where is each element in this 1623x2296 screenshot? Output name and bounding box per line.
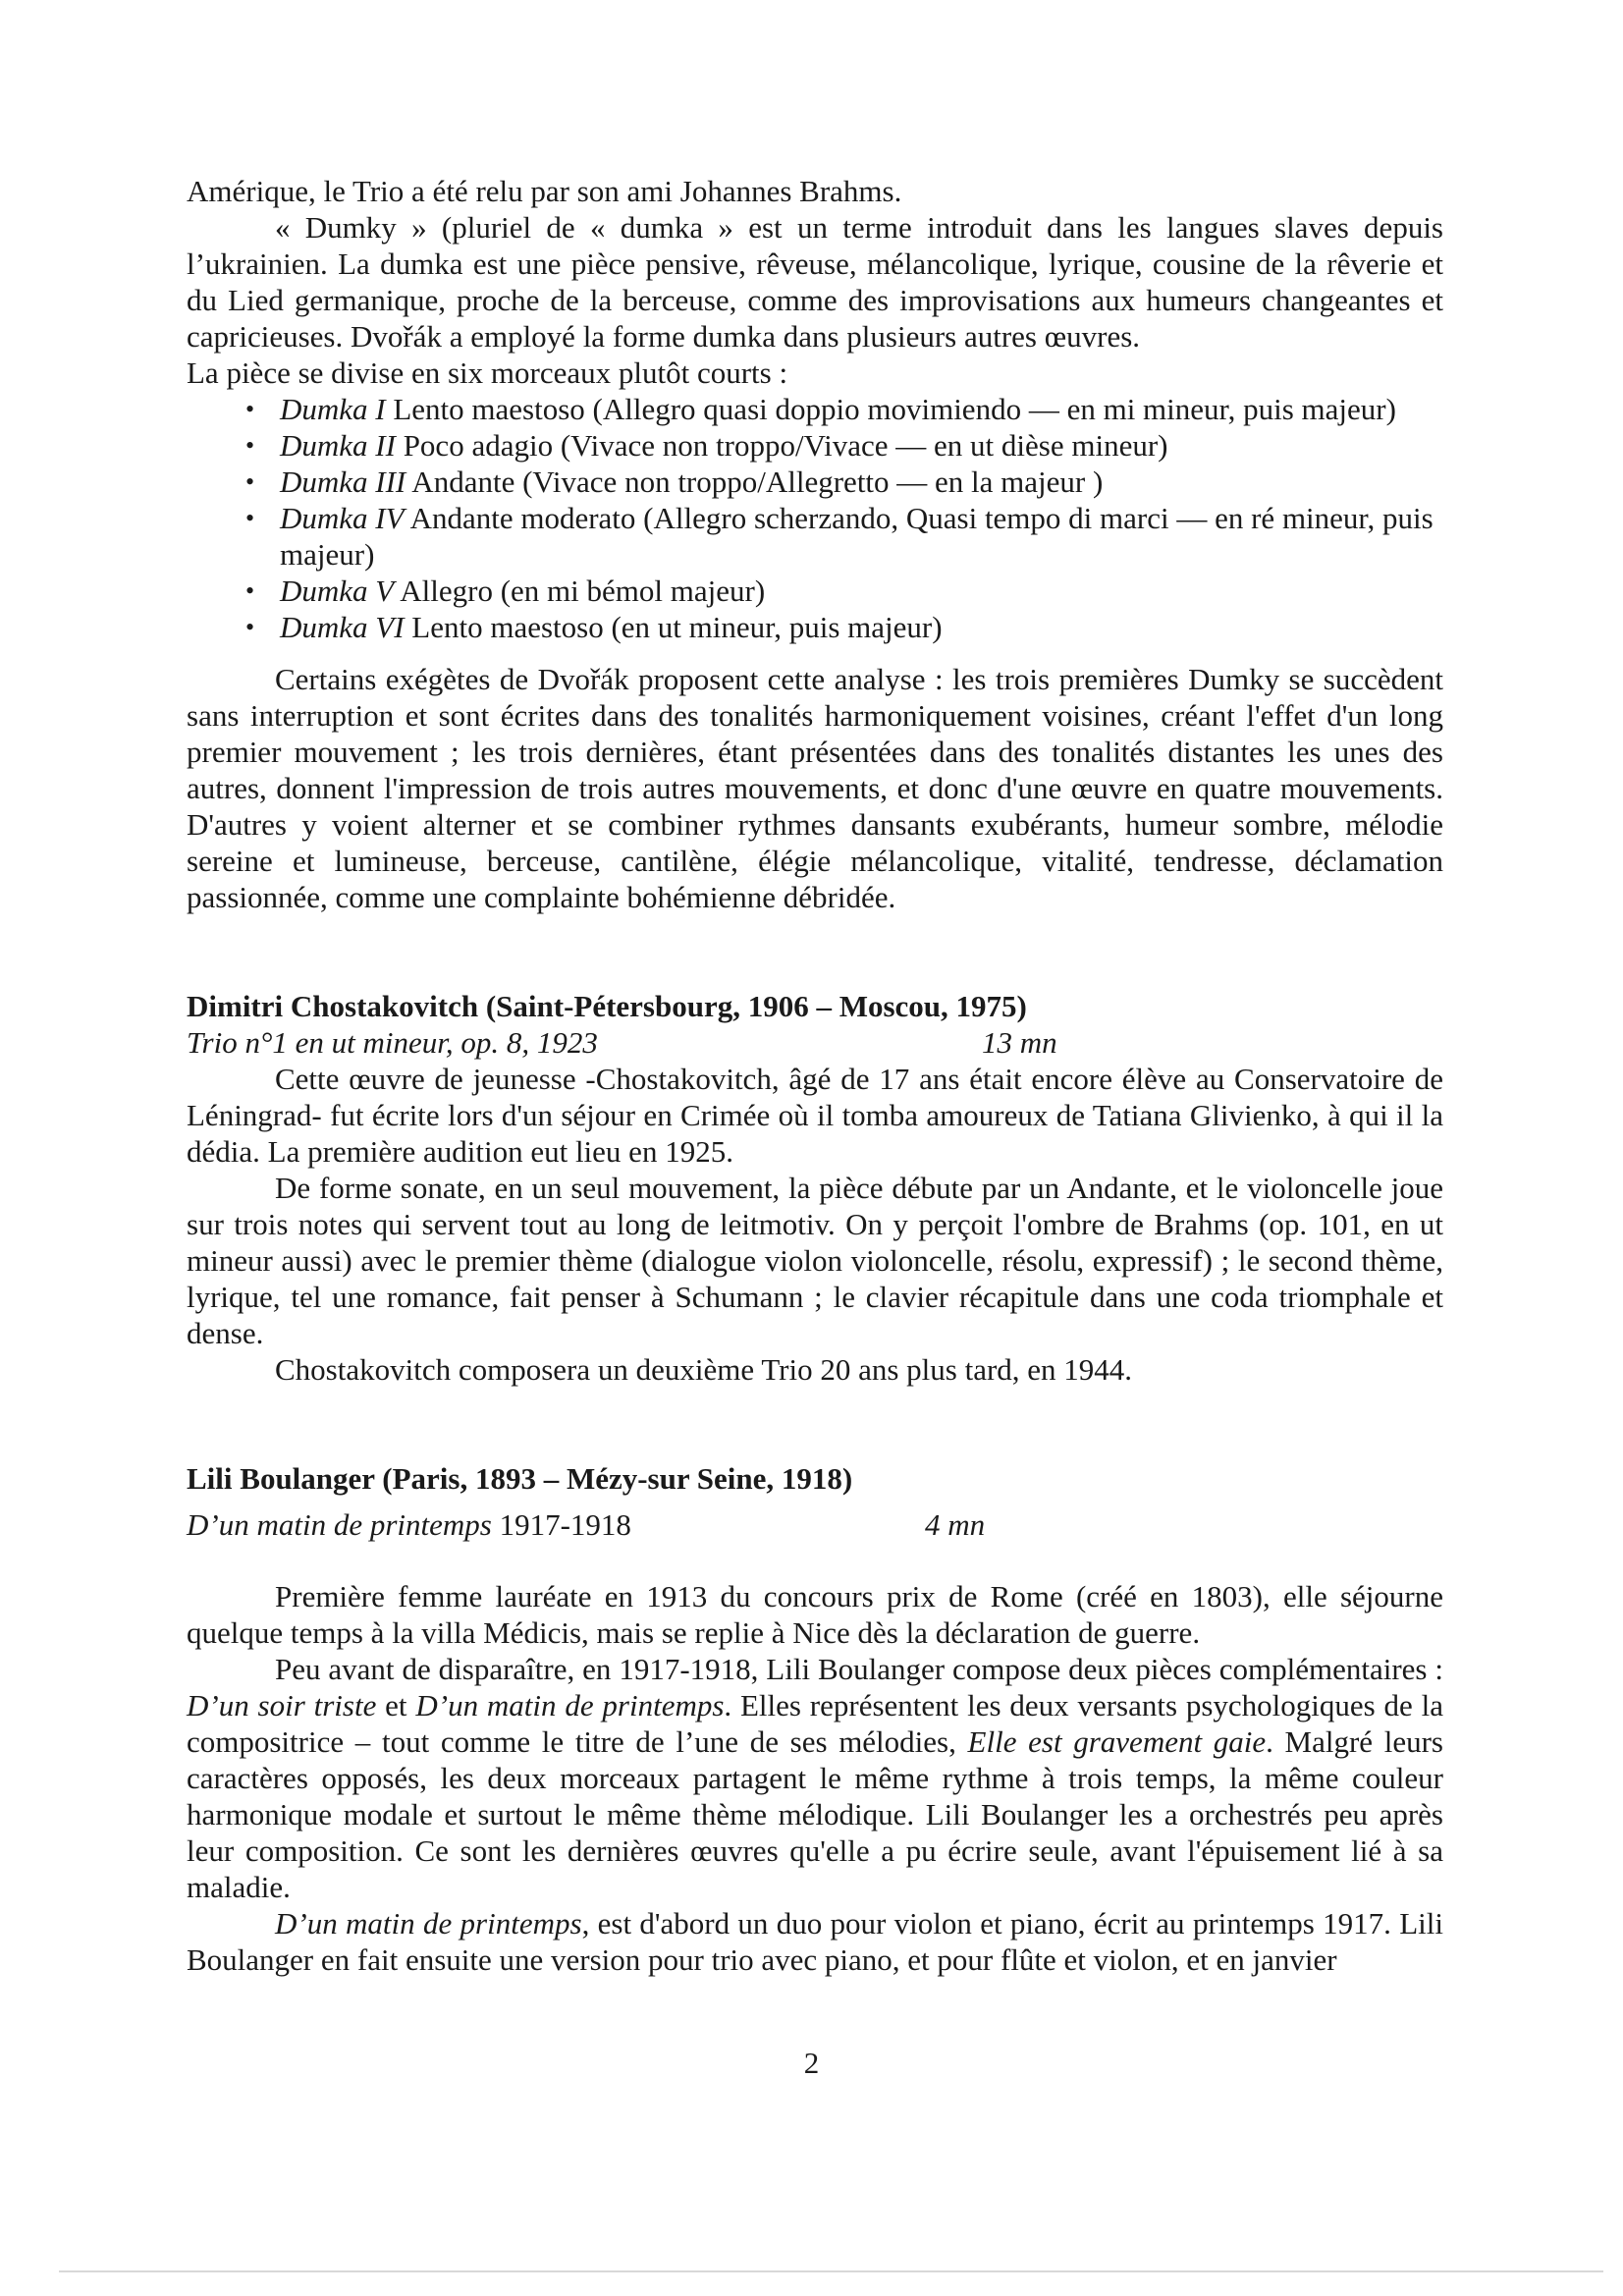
dumka-text: Lento maestoso (en ut mineur, puis majeur): [404, 610, 943, 644]
dumka-title: Dumka I: [280, 392, 386, 426]
list-item: [187, 500, 1443, 573]
text-run: . Malgré leurs caractères opposés, les deux morceaux partagent le même rythme à trois temps, la même couleur harmonique modale et surtout le même thème mélodique. Lili Boulanger les a orchestrés peu après leur composition. Ce sont les dernières œuvres qu'elle a pu écrire seule, avant l'épuisement lié à sa maladie.: [187, 1724, 1443, 1904]
shostakovich-work-title: Trio n°1 en ut mineur, op. 8, 1923: [187, 1025, 598, 1060]
dumka-text: Poco adagio (Vivace non troppo/Vivace — en ut dièse mineur): [395, 428, 1168, 463]
list-item: [187, 609, 1443, 645]
list-item: [187, 464, 1443, 500]
shostakovich-paragraph-1: Cette œuvre de jeunesse -Chostakovitch, âgé de 17 ans était encore élève au Conservatoire de Léningrad- fut écrite lors d'un séjour en Crimée où il tomba amoureux de Tatiana Glivienko, à qui il la dédia. La première audition eut lieu en 1925.: [187, 1062, 1443, 1169]
dumka-title: Dumka V: [280, 574, 395, 608]
boulanger-work-line: [187, 1506, 1443, 1543]
italic-title: Elle est gravement gaie: [967, 1724, 1267, 1759]
list-intro: La pièce se divise en six morceaux plutôt courts :: [187, 355, 788, 390]
dumka-title: Dumka II: [280, 428, 396, 463]
dumka-title: Dumka VI: [280, 610, 405, 644]
boulanger-work-title: D’un matin de printemps: [187, 1507, 492, 1542]
text-run: , est d'abord un duo pour violon et piano, écrit au printemps 1917. Lili Boulanger en fait ensuite une version pour trio avec piano, et pour flûte et violon, et en janvier: [187, 1906, 1443, 1977]
document-page: [187, 173, 1443, 1978]
boulanger-duration: 4 mn: [925, 1507, 986, 1542]
dumka-list: [187, 391, 1443, 645]
dumka-text: Allegro (en mi bémol majeur): [394, 574, 766, 608]
list-item: [187, 573, 1443, 609]
boulanger-heading: Lili Boulanger (Paris, 1893 – Mézy-sur Seine, 1918): [187, 1461, 853, 1496]
text-run: Peu avant de disparaître, en 1917-1918, Lili Boulanger compose deux pièces complémentaires :: [275, 1652, 1443, 1686]
dumka-text: Andante (Vivace non troppo/Allegretto — en la majeur ): [406, 465, 1104, 499]
dumka-text: Lento maestoso (Allegro quasi doppio movimiendo — en mi mineur, puis majeur): [385, 392, 1396, 426]
page-number: 2: [803, 2046, 820, 2080]
italic-title: D’un soir triste: [187, 1688, 377, 1722]
boulanger-paragraph-2: [187, 1651, 1443, 1905]
boulanger-work: [187, 1506, 631, 1543]
italic-title: D’un matin de printemps: [275, 1906, 582, 1941]
italic-title: D’un matin de printemps: [415, 1688, 725, 1722]
page-edge-line: [59, 2270, 1603, 2272]
dumka-title: Dumka III: [280, 465, 406, 499]
shostakovich-paragraph-2: De forme sonate, en un seul mouvement, la pièce débute par un Andante, et le violoncelle joue sur trois notes qui servent tout au long de leitmotiv. On y perçoit l'ombre de Brahms (op. 101, en ut mineur aussi) avec le premier thème (dialogue violon violoncelle, résolu, expressif) ; le second thème, lyrique, tel une romance, fait penser à Schumann ; le clavier récapitule dans une coda triomphale et dense.: [187, 1171, 1443, 1350]
shostakovich-duration: 13 mn: [982, 1025, 1057, 1060]
text-run: . Elles représentent les deux versants psychologiques de la compositrice – tout comme le titre de l’une de ses mélodies,: [187, 1688, 1443, 1759]
list-item: [187, 391, 1443, 427]
list-item: [187, 427, 1443, 464]
shostakovich-work-line: [187, 1024, 1443, 1061]
boulanger-paragraph-3: [187, 1905, 1443, 1978]
text-run: et: [376, 1688, 416, 1722]
analysis-paragraph: Certains exégètes de Dvořák proposent cette analyse : les trois premières Dumky se succèdent sans interruption et sont écrites dans des tonalités harmoniquement voisines, créant l'effet d'un long premier mouvement ; les trois dernières, étant présentées dans des tonalités distantes les unes des autres, donnent l'impression de trois autres mouvements, et donc d'une œuvre en quatre mouvements. D'autres y voient alterner et se combiner rythmes dansants exubérants, humeur sombre, mélodie sereine et lumineuse, berceuse, cantilène, élégie mélancolique, vitalité, tendresse, déclamation passionnée, comme une complainte bohémienne débridée.: [187, 662, 1443, 914]
boulanger-paragraph-1: Première femme lauréate en 1913 du concours prix de Rome (créé en 1803), elle séjourne quelque temps à la villa Médicis, mais se replie à Nice dès la déclaration de guerre.: [187, 1579, 1443, 1650]
shostakovich-heading: Dimitri Chostakovitch (Saint-Pétersbourg, 1906 – Moscou, 1975): [187, 989, 1027, 1023]
dumka-text: Andante moderato (Allegro scherzando, Quasi tempo di marci — en ré mineur, puis majeur): [280, 501, 1434, 572]
dumka-title: Dumka IV: [280, 501, 405, 535]
intro-line: Amérique, le Trio a été relu par son ami Johannes Brahms.: [187, 174, 902, 208]
boulanger-work-year: 1917-1918: [491, 1507, 631, 1542]
shostakovich-paragraph-3: Chostakovitch composera un deuxième Trio 20 ans plus tard, en 1944.: [275, 1352, 1133, 1387]
dumky-paragraph: « Dumky » (pluriel de « dumka » est un terme introduit dans les langues slaves depuis l’ukrainien. La dumka est une pièce pensive, rêveuse, mélancolique, lyrique, cousine de la rêverie et du Lied germanique, proche de la berceuse, comme des improvisations aux humeurs changeantes et capricieuses. Dvořák a employé la forme dumka dans plusieurs autres œuvres.: [187, 210, 1443, 354]
